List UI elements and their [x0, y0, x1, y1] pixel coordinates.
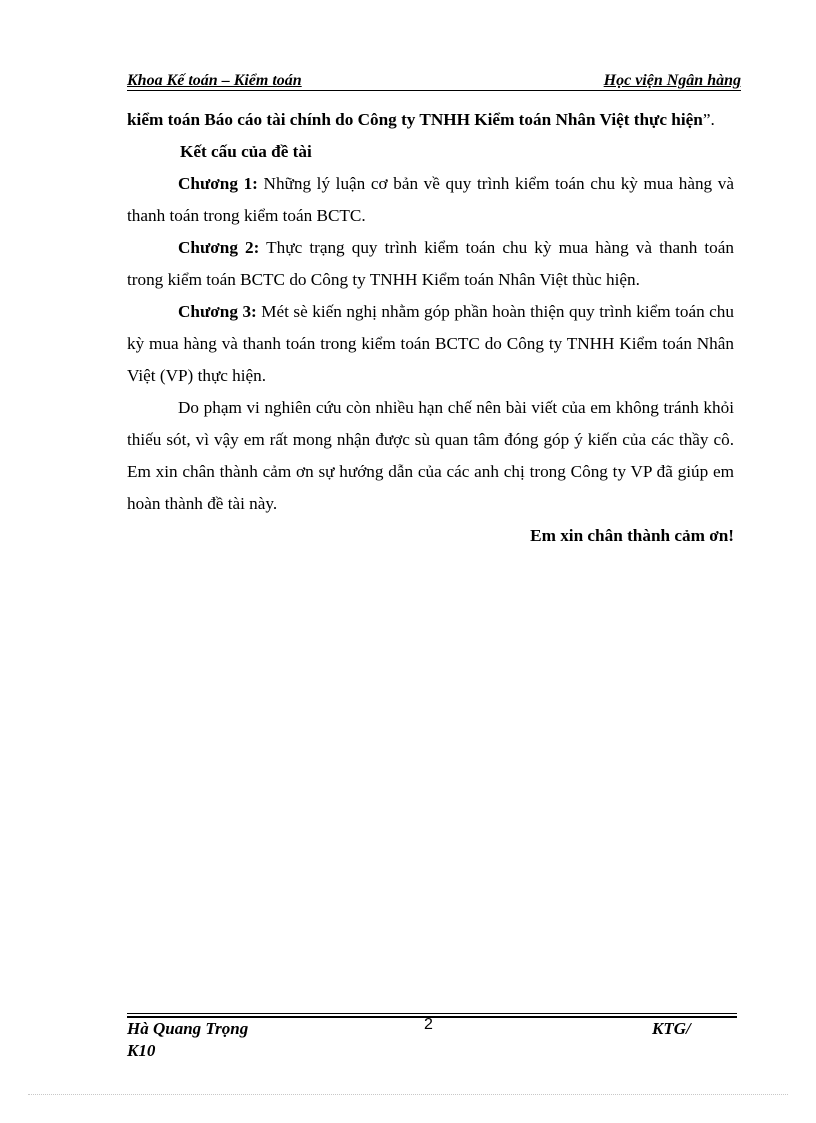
footer-author: Hà Quang Trọng	[127, 1019, 249, 1038]
chapter-3-label: Chương 3:	[178, 302, 257, 321]
footer-divider-thin	[127, 1013, 737, 1014]
page-header	[127, 70, 741, 91]
intro-bold-text: kiểm toán Báo cáo tài chính do Công ty TNHH Kiểm toán Nhân Việt thực hiện	[127, 110, 703, 129]
section-title: Kết cấu của đề tài	[180, 142, 312, 161]
chapter-2-label: Chương 2:	[178, 238, 260, 257]
footer-code: KTG/	[652, 1019, 691, 1038]
footer-class: K10	[127, 1041, 156, 1060]
header-faculty: Khoa Kế toán – Kiểm toán	[127, 72, 302, 89]
intro-tail: ”.	[702, 110, 715, 129]
chapter-3-text: Mét sè kiến nghị nhằm góp phần hoàn thiện quy trình kiểm toán chu kỳ mua hàng và thanh toán trong kiểm toán BCTC do Công ty TNHH Kiểm toán Nhân Việt (VP) thực hiện.	[127, 302, 734, 385]
page-number: 2	[424, 1016, 433, 1033]
chapter-1-label: Chương 1:	[178, 174, 258, 193]
chapter-3-paragraph	[127, 296, 734, 392]
document-body	[127, 104, 734, 552]
chapter-2-paragraph	[127, 232, 734, 296]
chapter-1-paragraph	[127, 168, 734, 232]
thanks-line: Em xin chân thành cảm ơn!	[530, 526, 734, 545]
chapter-2-text: Thực trạng quy trình kiểm toán chu kỳ mua hàng và thanh toán trong kiểm toán BCTC do Công ty TNHH Kiểm toán Nhân Việt thùc hiện.	[127, 238, 734, 289]
chapter-1-text: Những lý luận cơ bản về quy trình kiểm toán chu kỳ mua hàng và thanh toán trong kiểm toán BCTC.	[127, 174, 734, 225]
closing-paragraph: Do phạm vi nghiên cứu còn nhiều hạn chế nên bài viết của em không tránh khỏi thiếu sót, vì vậy em rất mong nhận được sù quan tâm đóng góp ý kiến của các thầy cô. Em xin chân thành cảm ơn sự hướng dẫn của các anh chị trong Công ty VP đã giúp em hoàn thành đề tài này.	[127, 398, 734, 513]
header-institution: Học viện Ngân hàng	[603, 72, 741, 89]
intro-paragraph	[127, 104, 734, 136]
page-edge-divider	[28, 1094, 788, 1095]
